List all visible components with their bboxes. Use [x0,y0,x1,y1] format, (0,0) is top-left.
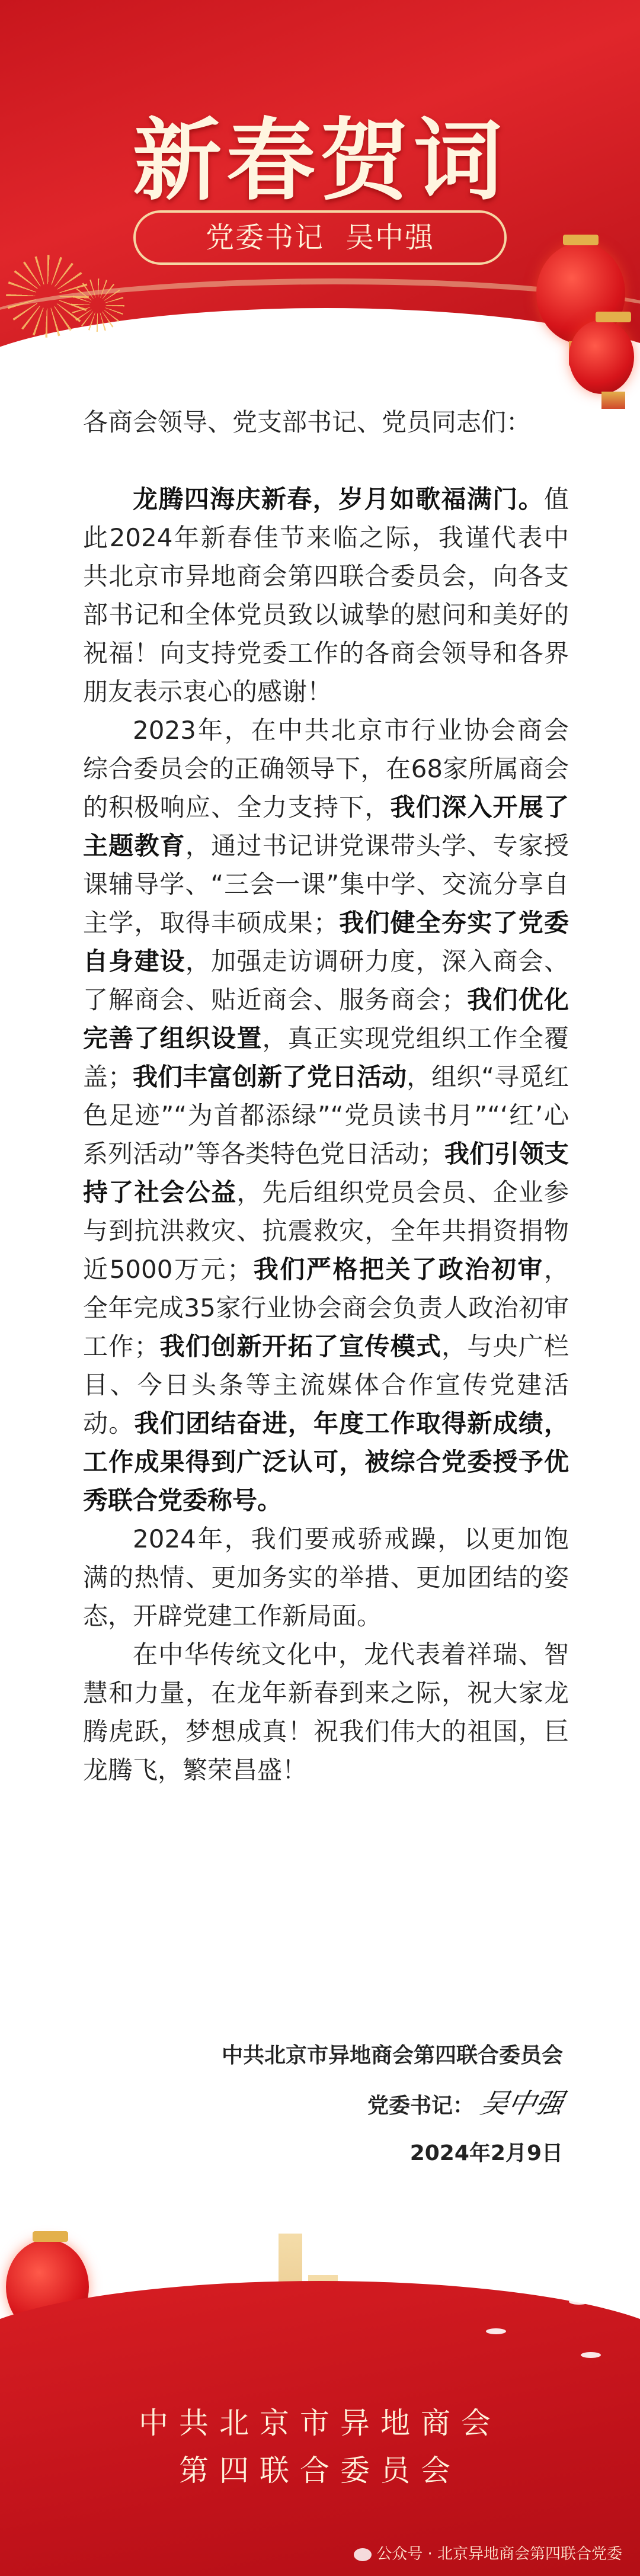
dove-icon [486,2328,506,2334]
footer-banner [0,2180,640,2576]
header-banner [0,0,640,409]
paragraph-3: 2024年，我们要戒骄戒躁，以更加饱满的热情、更加务实的举措、更加团结的姿态，开辟党建工作新局面。 [83,1524,569,1630]
paragraph-2-text: ，先后组织党员会员、企业参与到抗洪救灾、抗震救灾，全年共捐资捐物近5000万元； [83,1178,569,1284]
signature-org: 中共北京市异地商会第四联合委员会 [221,2043,563,2068]
signature-block [136,2032,567,2177]
paragraph-1-lead: 龙腾四海庆新春，岁月如歌福满门。 [133,485,544,514]
paragraph-2-text: ，加强走访调研力度，深入商会、了解商会、贴近商会、服务商会； [83,947,569,1014]
firework-icon [71,278,124,332]
paragraph-2-text: ，与央广栏目、今日头条等主流媒体合作宣传党建活动。 [83,1332,569,1438]
wechat-icon [354,2548,372,2561]
author-badge [133,210,507,265]
paragraph-2-highlight: 我们团结奋进，年度工作取得新成绩，工作成果得到广泛认可，被综合党委授予优秀联合党委称号。 [83,1409,569,1515]
paragraph-1 [83,480,569,711]
paragraph-2-highlight: 我们健全夯实了党委自身建设 [83,908,569,976]
signature-date: 2024年2月9日 [409,2141,563,2165]
paragraph-4: 在中华传统文化中，龙代表着祥瑞、智慧和力量，在龙年新春到来之际，祝大家龙腾虎跃，梦想成真！祝我们伟大的祖国，巨龙腾飞，繁荣昌盛！ [83,1640,569,1784]
signature-role: 党委书记： [367,2094,474,2118]
letter-body [83,403,569,1789]
footer-org-line-2: 第四联合委员会 [179,2453,461,2488]
paragraph-2-highlight: 我们深入开展了主题教育 [83,793,569,860]
author-role: 党委书记 [205,221,324,254]
watermark-text: 公众号 · 北京异地商会第四联合党委 [376,2545,622,2563]
dove-icon [569,2299,589,2305]
dove-icon [533,2269,553,2275]
paragraph-2 [83,711,569,1520]
dove-icon [581,2352,601,2358]
letter-greeting: 各商会领导、党支部书记、党员同志们： [83,408,532,437]
paragraph-1-text: 值此2024年新春佳节来临之际，我谨代表中共北京市异地商会第四联合委员会，向各支部书记和全体党员致以诚挚的慰问和美好的祝福！向支持党委工作的各商会领导和各界朋友表示衷心的感谢！ [83,485,569,706]
handwritten-signature: 吴中强 [478,2087,567,2119]
author-name: 吴中强 [345,221,435,254]
paragraph-2-highlight: 我们优化完善了组织设置 [83,985,569,1053]
paragraph-2-highlight: 我们创新开拓了宣传模式 [159,1332,442,1361]
paragraph-2-highlight: 我们引领支持了社会公益 [83,1139,569,1207]
lantern-icon [569,320,634,394]
paragraph-2-text: ，真正实现党组织工作全覆盖； [83,1024,569,1091]
paragraph-2-text: ，通过书记讲党课带头学、专家授课辅导学、“三会一课”集中学、交流分享自主学，取得丰硕成果； [83,831,569,937]
paragraph-2-highlight: 我们丰富创新了党日活动 [133,1062,407,1091]
paragraph-2-text: 2023年，在中共北京市行业协会商会综合委员会的正确领导下，在68家所属商会的积极响应、全力支持下， [83,716,569,822]
signature-line [136,2080,567,2130]
paragraph-2-text: ，全年完成35家行业协会商会负责人政治初审工作； [83,1255,569,1361]
paragraph-2-highlight: 我们严格把关了政治初审 [252,1255,544,1284]
wechat-watermark [354,2542,622,2564]
paragraph-2-text: ，组织“寻觅红色足迹”“为首都添绿”“党员读书月”“‘红’心系列活动”等各类特色党日活动； [83,1062,569,1168]
footer-org-line-1: 中共北京市异地商会 [139,2406,501,2440]
page-title: 新春贺词 [132,108,507,213]
